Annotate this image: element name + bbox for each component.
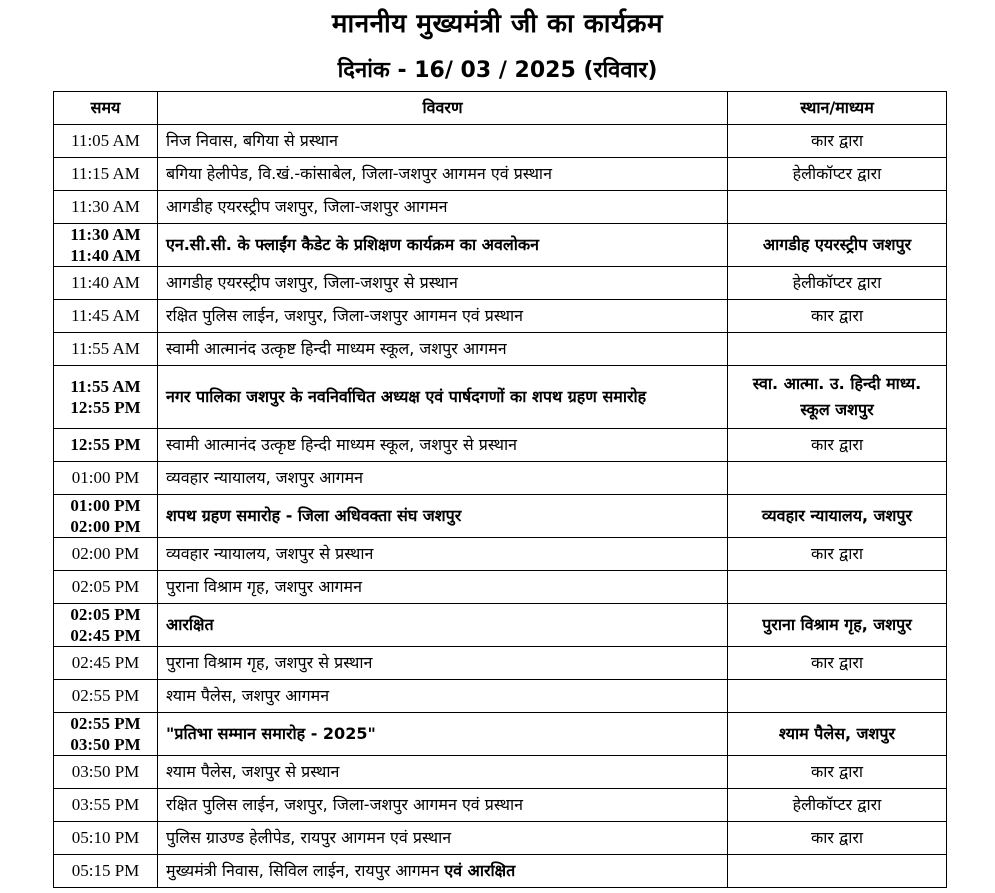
row-place bbox=[728, 191, 947, 224]
row-time: 02:00 PM bbox=[54, 538, 158, 571]
header-details: विवरण bbox=[158, 92, 728, 125]
row-detail: पुराना विश्राम गृह, जशपुर से प्रस्थान bbox=[158, 647, 728, 680]
row-time: 11:30 AM bbox=[54, 191, 158, 224]
row-time-start: 11:55 AM bbox=[70, 377, 141, 396]
row-place: हेलीकॉप्टर द्वारा bbox=[728, 158, 947, 191]
row-place: व्यवहार न्यायालय, जशपुर bbox=[728, 495, 947, 538]
table-row bbox=[54, 158, 947, 191]
row-place bbox=[728, 462, 947, 495]
table-row bbox=[54, 125, 947, 158]
row-time-range bbox=[54, 713, 158, 756]
table-row-event bbox=[54, 224, 947, 267]
row-place: हेलीकॉप्टर द्वारा bbox=[728, 789, 947, 822]
row-time: 05:10 PM bbox=[54, 822, 158, 855]
row-place: कार द्वारा bbox=[728, 429, 947, 462]
row-time-range bbox=[54, 366, 158, 429]
row-time-start: 01:00 PM bbox=[70, 496, 141, 515]
row-time-start: 11:30 AM bbox=[70, 225, 141, 244]
row-time: 11:15 AM bbox=[54, 158, 158, 191]
row-time-range bbox=[54, 495, 158, 538]
row-detail: आगडीह एयरस्ट्रीप जशपुर, जिला-जशपुर आगमन bbox=[158, 191, 728, 224]
row-time: 03:50 PM bbox=[54, 756, 158, 789]
header-place: स्थान/माध्यम bbox=[728, 92, 947, 125]
row-place: कार द्वारा bbox=[728, 647, 947, 680]
row-detail: निज निवास, बगिया से प्रस्थान bbox=[158, 125, 728, 158]
row-detail: शपथ ग्रहण समारोह - जिला अधिवक्ता संघ जशपुर bbox=[158, 495, 728, 538]
row-time: 11:55 AM bbox=[54, 333, 158, 366]
row-place: कार द्वारा bbox=[728, 538, 947, 571]
row-time: 11:05 AM bbox=[54, 125, 158, 158]
table-row bbox=[54, 789, 947, 822]
row-place: स्वा. आत्मा. उ. हिन्दी माध्य. स्कूल जशपुर bbox=[728, 366, 947, 429]
row-time: 12:55 PM bbox=[54, 429, 158, 462]
table-row bbox=[54, 822, 947, 855]
row-time-start: 02:55 PM bbox=[70, 714, 141, 733]
table-row bbox=[54, 647, 947, 680]
schedule-table bbox=[53, 91, 947, 888]
table-row bbox=[54, 267, 947, 300]
row-detail: नगर पालिका जशपुर के नवनिर्वाचित अध्यक्ष एवं पार्षदगणों का शपथ ग्रहण समारोह bbox=[158, 366, 728, 429]
row-place: हेलीकॉप्टर द्वारा bbox=[728, 267, 947, 300]
row-detail: श्याम पैलेस, जशपुर आगमन bbox=[158, 680, 728, 713]
document-date: दिनांक - 16/ 03 / 2025 (रविवार) bbox=[337, 58, 658, 83]
row-place: कार द्वारा bbox=[728, 300, 947, 333]
row-detail: व्यवहार न्यायालय, जशपुर आगमन bbox=[158, 462, 728, 495]
table-row bbox=[54, 855, 947, 888]
row-time-end: 12:55 PM bbox=[70, 398, 141, 417]
row-place: श्याम पैलेस, जशपुर bbox=[728, 713, 947, 756]
row-detail: स्वामी आत्मानंद उत्कृष्ट हिन्दी माध्यम स्कूल, जशपुर से प्रस्थान bbox=[158, 429, 728, 462]
row-time: 02:05 PM bbox=[54, 571, 158, 604]
row-detail: व्यवहार न्यायालय, जशपुर से प्रस्थान bbox=[158, 538, 728, 571]
table-row bbox=[54, 429, 947, 462]
row-detail: आरक्षित bbox=[158, 604, 728, 647]
table-row bbox=[54, 462, 947, 495]
table-row bbox=[54, 571, 947, 604]
row-detail: "प्रतिभा सम्मान समारोह - 2025" bbox=[158, 713, 728, 756]
table-row bbox=[54, 756, 947, 789]
row-place bbox=[728, 855, 947, 888]
table-row bbox=[54, 538, 947, 571]
table-row bbox=[54, 300, 947, 333]
document-title: माननीय मुख्यमंत्री जी का कार्यक्रम bbox=[331, 9, 664, 39]
table-row-event bbox=[54, 713, 947, 756]
row-detail: आगडीह एयरस्ट्रीप जशपुर, जिला-जशपुर से प्रस्थान bbox=[158, 267, 728, 300]
row-detail: पुलिस ग्राउण्ड हेलीपेड, रायपुर आगमन एवं प्रस्थान bbox=[158, 822, 728, 855]
row-time-range bbox=[54, 604, 158, 647]
row-time-end: 03:50 PM bbox=[70, 735, 141, 754]
row-place: कार द्वारा bbox=[728, 125, 947, 158]
table-row-event bbox=[54, 366, 947, 429]
row-place: कार द्वारा bbox=[728, 822, 947, 855]
header-time: समय bbox=[54, 92, 158, 125]
row-time-end: 02:00 PM bbox=[70, 517, 141, 536]
table-row bbox=[54, 680, 947, 713]
row-time-end: 11:40 AM bbox=[70, 246, 141, 265]
row-detail: श्याम पैलेस, जशपुर से प्रस्थान bbox=[158, 756, 728, 789]
row-time-range bbox=[54, 224, 158, 267]
row-detail bbox=[158, 855, 728, 888]
table-row-event bbox=[54, 495, 947, 538]
table-row bbox=[54, 191, 947, 224]
row-time-start: 02:05 PM bbox=[70, 605, 141, 624]
row-time: 03:55 PM bbox=[54, 789, 158, 822]
table-header-row bbox=[54, 92, 947, 125]
row-place bbox=[728, 680, 947, 713]
row-time: 02:55 PM bbox=[54, 680, 158, 713]
row-time: 02:45 PM bbox=[54, 647, 158, 680]
table-row bbox=[54, 333, 947, 366]
row-place bbox=[728, 571, 947, 604]
row-time: 11:40 AM bbox=[54, 267, 158, 300]
row-detail: स्वामी आत्मानंद उत्कृष्ट हिन्दी माध्यम स्कूल, जशपुर आगमन bbox=[158, 333, 728, 366]
row-time: 11:45 AM bbox=[54, 300, 158, 333]
row-place bbox=[728, 333, 947, 366]
row-detail-text: मुख्यमंत्री निवास, सिविल लाईन, रायपुर आगमन bbox=[166, 861, 440, 880]
row-time: 01:00 PM bbox=[54, 462, 158, 495]
row-time: 05:15 PM bbox=[54, 855, 158, 888]
row-time-end: 02:45 PM bbox=[70, 626, 141, 645]
row-detail: एन.सी.सी. के फ्लाईंग कैडेट के प्रशिक्षण कार्यक्रम का अवलोकन bbox=[158, 224, 728, 267]
row-place: पुराना विश्राम गृह, जशपुर bbox=[728, 604, 947, 647]
row-place: आगडीह एयरस्ट्रीप जशपुर bbox=[728, 224, 947, 267]
row-detail: रक्षित पुलिस लाईन, जशपुर, जिला-जशपुर आगमन एवं प्रस्थान bbox=[158, 300, 728, 333]
row-detail-bold-text: एवं आरक्षित bbox=[444, 861, 516, 880]
row-detail: पुराना विश्राम गृह, जशपुर आगमन bbox=[158, 571, 728, 604]
table-row-event bbox=[54, 604, 947, 647]
row-detail: बगिया हेलीपेड, वि.खं.-कांसाबेल, जिला-जशपुर आगमन एवं प्रस्थान bbox=[158, 158, 728, 191]
row-detail: रक्षित पुलिस लाईन, जशपुर, जिला-जशपुर आगमन एवं प्रस्थान bbox=[158, 789, 728, 822]
row-place: कार द्वारा bbox=[728, 756, 947, 789]
